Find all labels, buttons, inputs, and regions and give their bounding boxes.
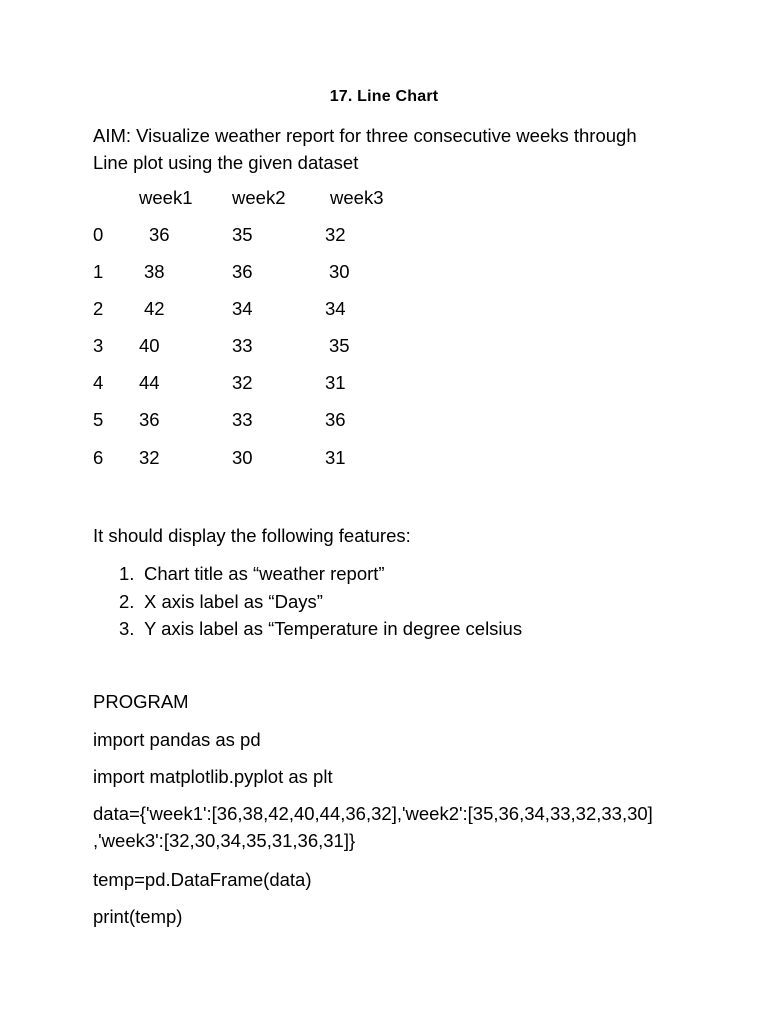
table-cell-week1: 40	[139, 335, 160, 356]
list-item	[119, 615, 522, 643]
table-cell-week2: 32	[232, 372, 253, 393]
table-cell-week1: 36	[149, 224, 170, 245]
code-line: temp=pd.DataFrame(data)	[93, 869, 312, 890]
table-header-week2: week2	[232, 187, 286, 208]
table-cell-week2: 30	[232, 447, 253, 468]
code-line: data={'week1':[36,38,42,40,44,36,32],'week2':[35,36,34,33,32,33,30]	[93, 803, 653, 824]
table-cell-week3: 34	[325, 298, 346, 319]
table-header-week1: week1	[139, 187, 193, 208]
table-cell-week2: 33	[232, 409, 253, 430]
table-cell-week2: 36	[232, 261, 253, 282]
table-cell-week3: 35	[329, 335, 350, 356]
table-cell-week3: 31	[325, 372, 346, 393]
list-item-text: X axis label as “Days”	[144, 590, 323, 612]
code-line: import matplotlib.pyplot as plt	[93, 766, 333, 787]
aim-line-2: Line plot using the given dataset	[93, 152, 359, 173]
table-row-index: 2	[93, 298, 104, 319]
table-cell-week1: 42	[144, 298, 165, 319]
list-item-text: Y axis label as “Temperature in degree celsius	[144, 618, 523, 639]
table-row-index: 5	[93, 409, 104, 430]
page-title: 17. Line Chart	[329, 88, 439, 105]
code-line: print(temp)	[93, 906, 183, 927]
list-item	[119, 588, 522, 616]
table-row-index: 1	[93, 261, 104, 282]
table-cell-week3: 31	[325, 447, 346, 468]
list-item-number: 1.	[119, 563, 135, 584]
table-cell-week3: 36	[325, 409, 346, 430]
code-line: import pandas as pd	[93, 729, 261, 750]
table-cell-week3: 32	[325, 224, 346, 245]
list-item-text: Chart title as “weather report”	[144, 563, 385, 584]
list-item	[119, 560, 522, 588]
table-cell-week2: 33	[232, 335, 253, 356]
table-cell-week1: 44	[139, 372, 160, 393]
features-list	[119, 560, 522, 643]
table-cell-week1: 36	[139, 409, 160, 430]
table-row-index: 6	[93, 447, 104, 468]
table-cell-week2: 35	[232, 224, 253, 245]
aim-paragraph	[93, 122, 637, 176]
table-header-week3: week3	[330, 187, 384, 208]
program-heading: PROGRAM	[93, 691, 189, 712]
list-item-number: 2.	[119, 590, 135, 612]
table-row-index: 3	[93, 335, 104, 356]
list-item-number: 3.	[119, 618, 135, 639]
table-cell-week1: 32	[139, 447, 160, 468]
table-row-index: 4	[93, 372, 104, 393]
aim-line-1: AIM: Visualize weather report for three consecutive weeks through	[93, 125, 637, 146]
table-cell-week1: 38	[144, 261, 165, 282]
table-cell-week3: 30	[329, 261, 350, 282]
features-intro: It should display the following features:	[93, 525, 411, 546]
code-block-data	[93, 800, 653, 854]
code-line: ,'week3':[32,30,34,35,31,36,31]}	[93, 830, 356, 851]
table-row-index: 0	[93, 224, 104, 245]
table-cell-week2: 34	[232, 298, 253, 319]
